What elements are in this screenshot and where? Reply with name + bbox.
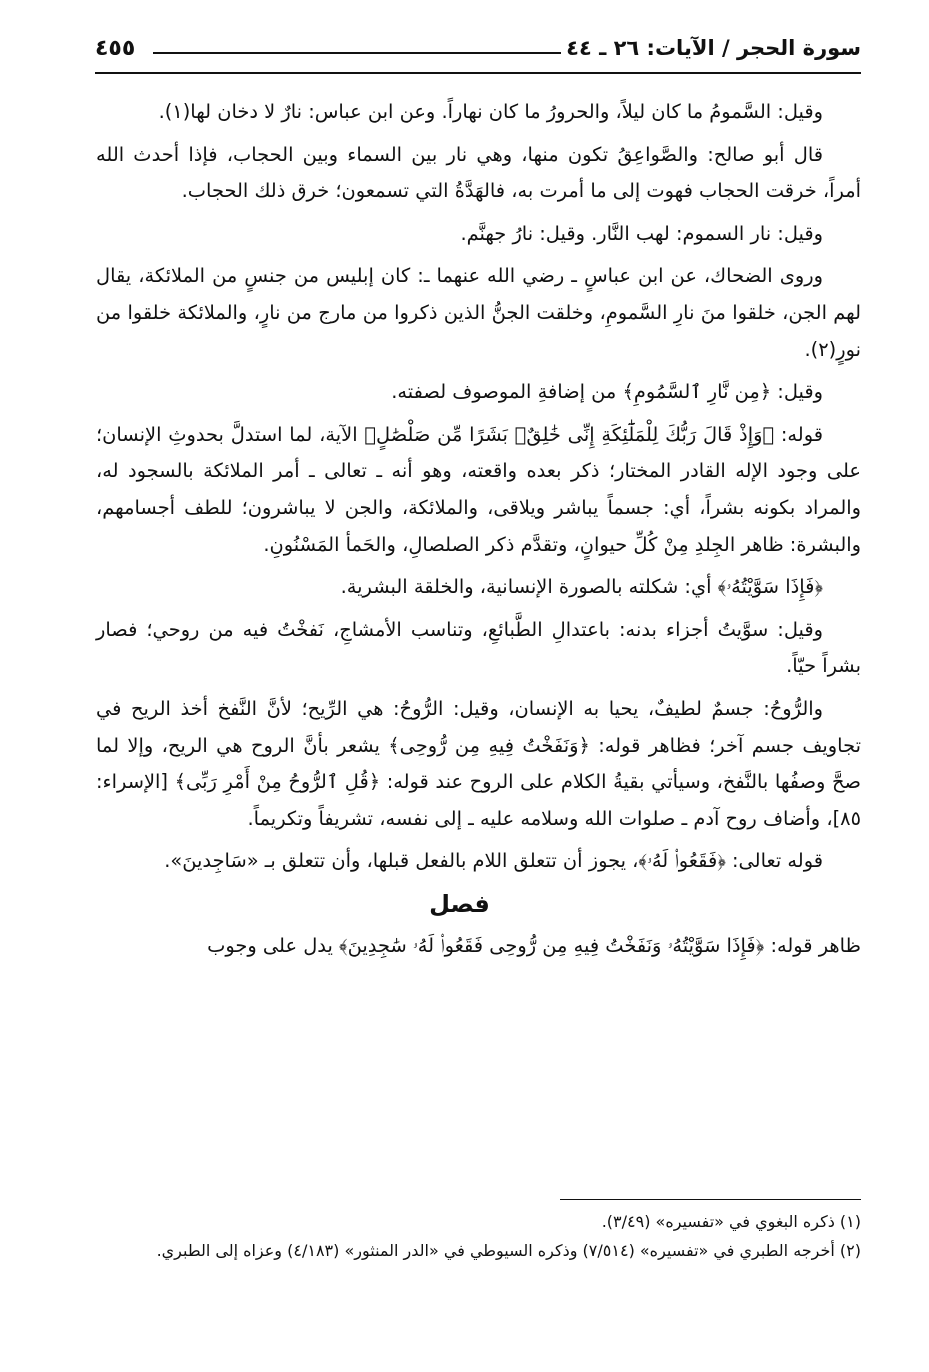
paragraph: وقيل: السَّمومُ ما كان ليلاً، والحرورُ ما كان نهاراً. وعن ابن عباس: نارٌ لا دخان لها(١). (158, 100, 823, 123)
footnotes (96, 1207, 861, 1265)
paragraph: قوله: ﴿وَإِذْ قَالَ رَبُّكَ لِلْمَلَٰٓئِكَةِ إِنِّى خَٰلِقٌۢ بَشَرًا مِّن صَلْصَٰلٍ﴾ الآية، لما استدلَّ بحدوثِ الإنسان؛ على وجود الإله القادر المختار؛ ذكر بعده واقعته، وهو أنه ـ تعالى ـ أمر الملائكة بالسجود له، والمراد بكونه بشراً، أي: جسماً يباشر ويلاقى، والملائكة، والجن لا يباشرون؛ للطف أجسامهم، والبشرة: ظاهر الجِلدِ مِنْ كُلِّ حيوانٍ، وتقدَّم ذكر الصلصالِ، والحَمأ المَسْنُونِ. (96, 422, 861, 556)
page-header (95, 28, 861, 74)
footnote-separator (560, 1199, 861, 1200)
paragraph: وروى الضحاك، عن ابن عباسٍ ـ رضي الله عنهما ـ: كان إبليس من جنسٍ من الملائكة، يقال لهم الجن، خلقوا منَ نارِ السَّمومِ، وخلقت الجنُّ الذين ذكروا من مارج من نارٍ، والملائكة خلقوا من نورٍ(٢). (96, 264, 861, 361)
paragraph: ﴿فَإِذَا سَوَّيْتُهُۥ﴾ أي: شكلته بالصورة الإنسانية، والخلقة البشرية. (340, 575, 823, 599)
section-heading: فصل (429, 889, 490, 918)
paragraph: والرُّوحُ: جسمٌ لطيفٌ، يحيا به الإنسان، وقيل: الرُّوحُ: هي الرِّيح؛ لأنَّ النَّفخ أخذ الريح في تجاويف جسم آخر؛ فظاهر قوله: ﴿وَنَفَخْتُ فِيهِ مِن رُّوحِى﴾ يشعر بأنَّ الروح هي الريح، وإلا لما صحَّ وصفُها بالنَّفخ، وسيأتي بقيةُ الكلام على الروح عند قوله: ﴿قُلِ ٱلرُّوحُ مِنْ أَمْرِ رَبِّى﴾ [الإسراء: ٨٥]، وأضاف روح آدم ـ صلوات الله وسلامه عليه ـ إلى نفسه، تشريفاً وتكريماً. (96, 696, 861, 830)
main-text (96, 94, 861, 970)
footnote: (٢) أخرجه الطبري في «تفسيره» (٧/٥١٤) وذكره السيوطي في «الدر المنثور» (٤/١٨٣) وعزاه إلى الطبري. (156, 1241, 861, 1260)
header-rule (153, 52, 561, 54)
paragraph: وقيل: نار السموم: لهب النَّار. وقيل: نارُ جهنَّم. (460, 221, 823, 245)
paragraph: وقيل: ﴿مِن نَّارِ ٱلسَّمُومِ﴾ من إضافةِ الموصوف لصفته. (391, 380, 823, 404)
paragraph: ظاهر قوله: ﴿فَإِذَا سَوَّيْتُهُۥ وَنَفَخْتُ فِيهِ مِن رُّوحِى فَقَعُوا۟ لَهُۥ سَٰجِدِينَ﴾ يدل على وجوب (207, 933, 861, 957)
running-title: سورة الحجر / الآيات: ٢٦ ـ ٤٤ (566, 36, 861, 60)
paragraph: قوله تعالى: ﴿فَقَعُوا۟ لَهُۥ﴾، يجوز أن تتعلق اللام بالفعل قبلها، وأن تتعلق بـ «سَاجِدينَ». (164, 849, 823, 873)
page-number: ٤٥٥ (95, 36, 136, 61)
paragraph: وقيل: سوَّيتُ أجزاء بدنه: باعتدالِ الطَّبائعِ، وتناسب الأمشاجِ، نَفخْتُ فيه من روحي؛ فصار بشراً حيّاً. (96, 617, 861, 678)
paragraph: قال أبو صالح: والصَّواعِقُ تكون منها، وهي نار بين السماء وبين الحجاب، فإذا أحدث الله أمراً، خرقت الحجاب فهوت إلى ما أمرت به، فالهَدَّةُ التي تسمعون؛ خرق ذلك الحجاب. (96, 142, 861, 203)
footnote: (١) ذكره البغوي في «تفسيره» (٣/٤٩). (601, 1212, 861, 1231)
